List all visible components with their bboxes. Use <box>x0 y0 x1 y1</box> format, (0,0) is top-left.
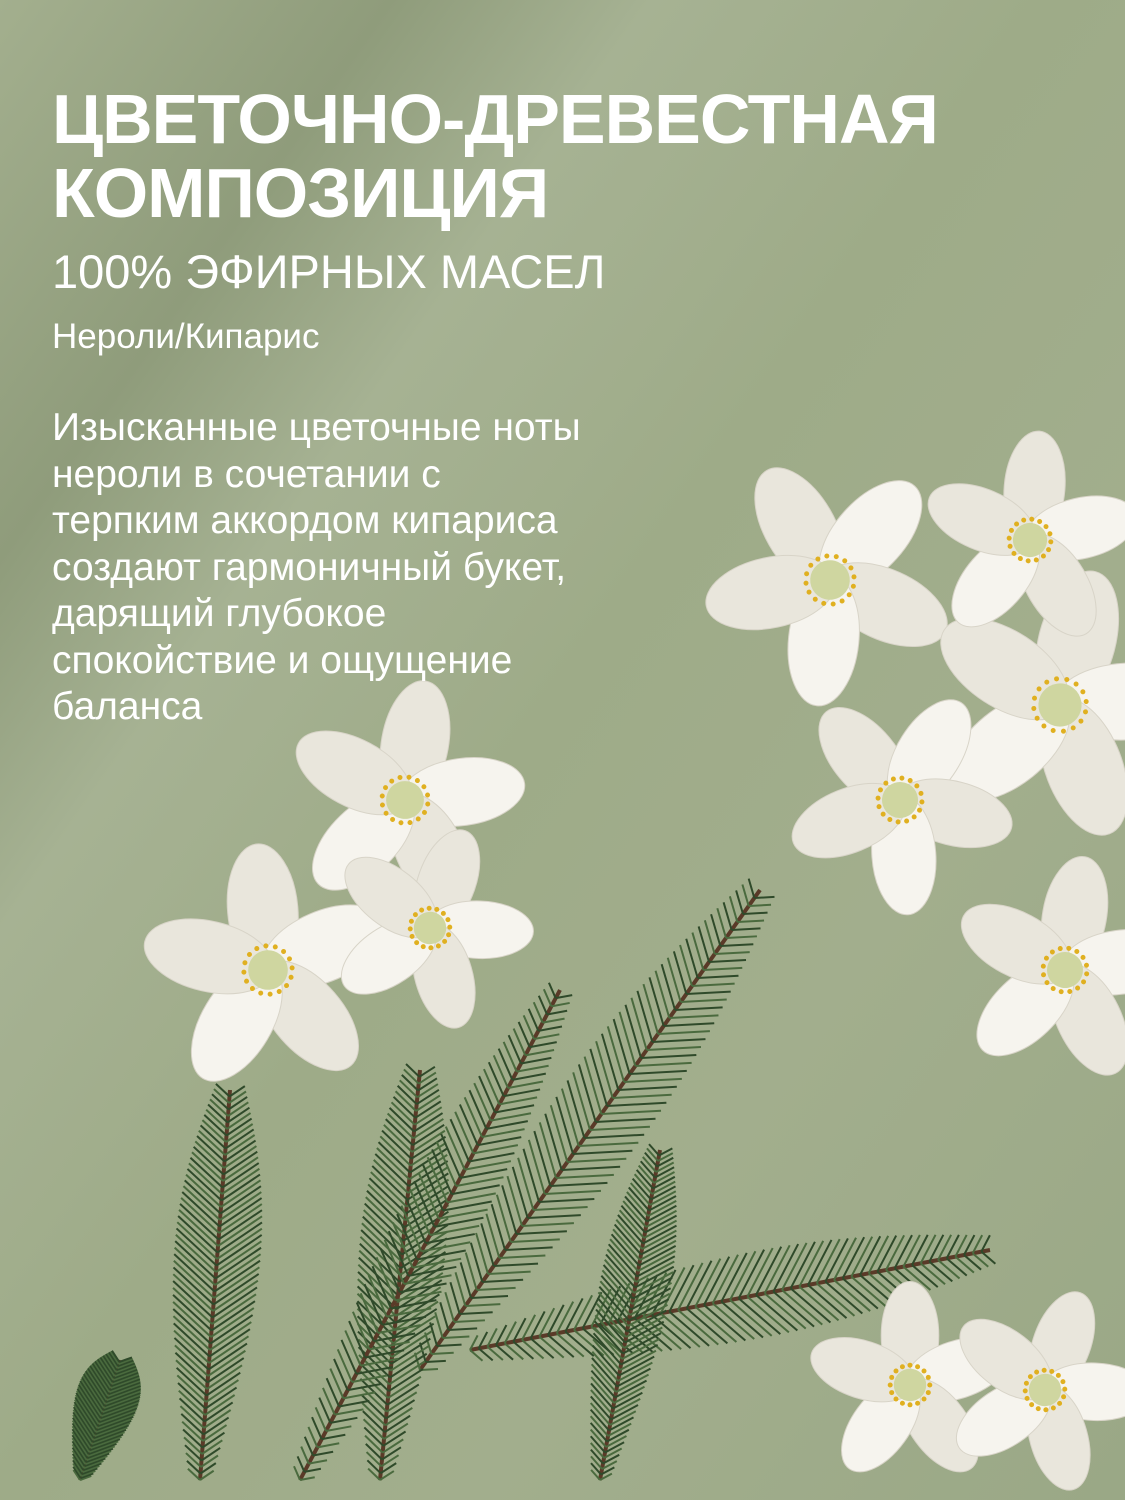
description-line: дарящий глубокое <box>52 592 387 635</box>
headline <box>52 82 938 230</box>
headline-line-1: ЦВЕТОЧНО-ДРЕВЕСТНАЯ <box>52 80 938 158</box>
fir-branch <box>72 1351 140 1480</box>
description <box>52 405 581 731</box>
fir-branch <box>357 1064 448 1480</box>
description-line: создают гармоничный букет, <box>52 545 567 589</box>
neroli-flower <box>928 836 1125 1101</box>
description-line: нероли в сочетании с <box>52 452 441 496</box>
subtitle: 100% ЭФИРНЫХ МАСЕЛ <box>52 245 606 298</box>
description-line: Изысканные цветочные ноты <box>52 406 581 449</box>
fir-branch <box>591 1144 677 1480</box>
fir-branch <box>173 1084 262 1480</box>
headline-line-2: КОМПОЗИЦИЯ <box>52 154 549 232</box>
description-line: баланса <box>52 685 203 728</box>
description-line: спокойствие и ощущение <box>52 638 513 682</box>
description-line: терпким аккордом кипариса <box>52 499 558 542</box>
fragrance-notes: Нероли/Кипарис <box>52 317 320 356</box>
